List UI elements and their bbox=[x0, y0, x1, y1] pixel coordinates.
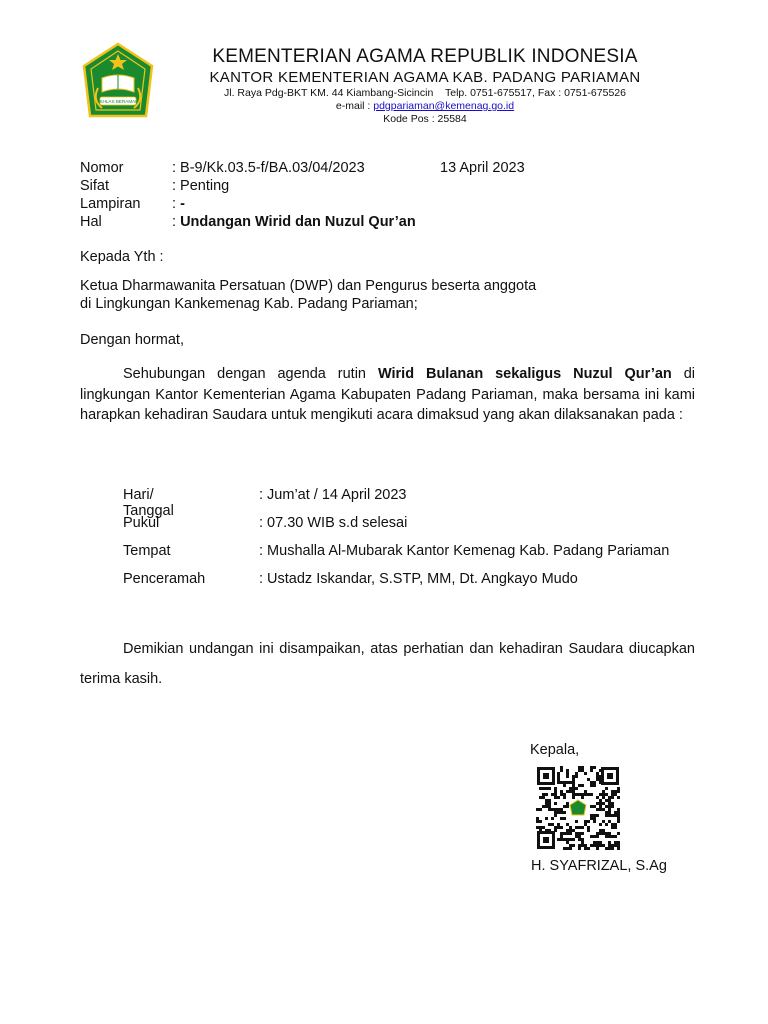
recipient-line-1: Ketua Dharmawanita Persatuan (DWP) dan Pengurus beserta anggota bbox=[80, 278, 537, 294]
letter-date: 13 April 2023 bbox=[440, 160, 525, 176]
detail-label-date: Hari/ Tanggal bbox=[123, 487, 174, 519]
body-bold-event: Wirid Bulanan sekaligus Nuzul Qur’an bbox=[377, 366, 672, 382]
email-line bbox=[160, 100, 690, 113]
hal-colon: : bbox=[172, 214, 181, 230]
detail-label-speaker: Penceramah bbox=[123, 571, 206, 587]
lampiran-colon: : bbox=[172, 196, 181, 212]
ministry-title: KEMENTERIAN AGAMA REPUBLIK INDONESIA bbox=[212, 46, 638, 67]
recipient-address bbox=[80, 277, 695, 313]
body-text-before: Sehubungan dengan agenda rutin bbox=[123, 366, 378, 382]
lampiran-value-wrap bbox=[172, 196, 185, 212]
office-phone: Telp. 0751-675517, Fax : 0751-675526 bbox=[445, 87, 626, 99]
sifat-value: : Penting bbox=[172, 178, 230, 194]
office-address-line bbox=[160, 87, 690, 100]
nomor-label: Nomor bbox=[80, 160, 124, 176]
lampiran-value: - bbox=[180, 196, 185, 212]
body-paragraph bbox=[80, 364, 695, 426]
nomor-value: : B-9/Kk.03.5-f/BA.03/04/2023 bbox=[172, 160, 365, 176]
body-text-after: di lingkungan Kantor Kementerian Agama Kabupaten Padang Pariaman, maka bersama ini kami harapkan kehadiran Saudara untuk mengikuti acara dimaksud yang akan dilaksanakan pada : bbox=[80, 366, 695, 423]
office-address: Jl. Raya Pdg-BKT KM. 44 Kiambang-Sicincin bbox=[224, 87, 434, 99]
detail-label-time: Pukul bbox=[123, 515, 160, 531]
hal-label: Hal bbox=[80, 214, 102, 230]
signer-name: H. SYAFRIZAL, S.Ag bbox=[531, 858, 667, 874]
email-link[interactable]: pdgpariaman@kemenag.go.id bbox=[373, 100, 515, 112]
closing-text: Demikian undangan ini disampaikan, atas perhatian dan kehadiran Saudara diucapkan terima kasih. bbox=[80, 641, 695, 687]
hal-value: Undangan Wirid dan Nuzul Qur’an bbox=[180, 214, 416, 230]
kemenag-logo bbox=[80, 42, 156, 126]
detail-label-place: Tempat bbox=[123, 543, 171, 559]
detail-value-place: : Mushalla Al-Mubarak Kantor Kemenag Kab. Padang Pariaman bbox=[259, 543, 670, 559]
closing-paragraph bbox=[80, 634, 695, 694]
detail-value-time: : 07.30 WIB s.d selesai bbox=[259, 515, 408, 531]
sifat-label: Sifat bbox=[80, 178, 110, 194]
greeting: Dengan hormat, bbox=[80, 332, 184, 348]
recipient-line-2: di Lingkungan Kankemenag Kab. Padang Pariaman; bbox=[80, 296, 418, 312]
lampiran-label: Lampiran bbox=[80, 196, 141, 212]
office-name: KANTOR KEMENTERIAN AGAMA KAB. PADANG PARIAMAN bbox=[209, 69, 641, 86]
email-prefix: e-mail : bbox=[335, 100, 374, 112]
signature-title: Kepala, bbox=[530, 742, 580, 758]
salutation: Kepada Yth : bbox=[80, 249, 164, 265]
detail-value-date: : Jum’at / 14 April 2023 bbox=[259, 487, 407, 503]
qr-code-icon bbox=[535, 765, 621, 851]
letterhead bbox=[160, 46, 690, 126]
detail-value-speaker: : Ustadz Iskandar, S.STP, MM, Dt. Angkayo Mudo bbox=[259, 571, 578, 587]
logo-motto: IKHLAS BERAMAL bbox=[98, 99, 138, 104]
hal-value-wrap bbox=[172, 214, 416, 230]
postal-code: Kode Pos : 25584 bbox=[383, 113, 467, 125]
